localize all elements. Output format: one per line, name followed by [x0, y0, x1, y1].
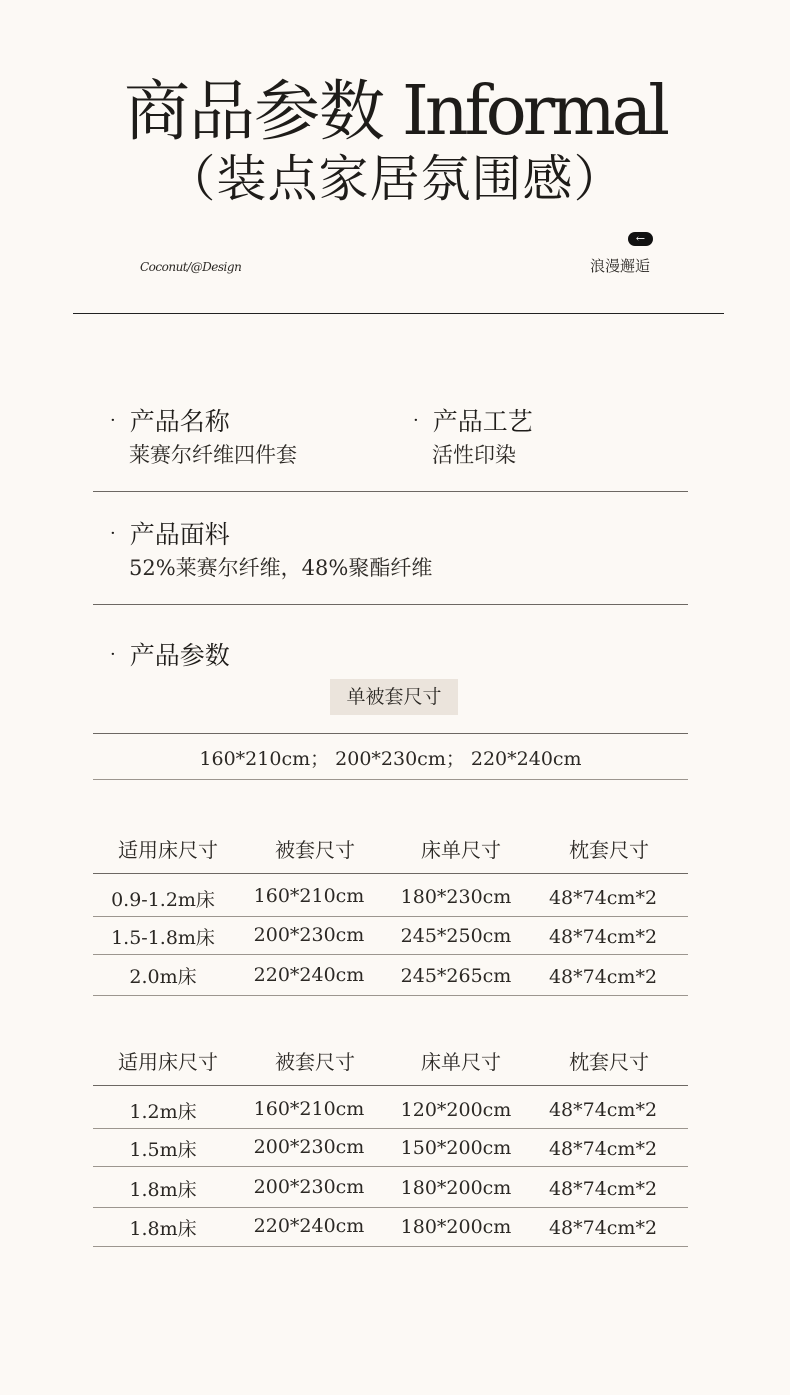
- brand-signature: Coconut/@Design: [140, 260, 242, 274]
- table-cell: 48*74cm*2: [548, 1138, 658, 1160]
- table-header-cell: 适用床尺寸: [118, 838, 218, 862]
- divider: [93, 491, 688, 492]
- table-cell: 200*230cm: [253, 924, 365, 946]
- table-cell: 48*74cm*2: [548, 1099, 658, 1121]
- table-cell: 160*210cm: [253, 1098, 365, 1120]
- divider: [93, 779, 688, 780]
- table-header-cell: 枕套尺寸: [569, 838, 649, 862]
- page-subtitle: （装点家居氛围感）: [165, 150, 625, 208]
- product-fabric-value: 52%莱赛尔纤维，48%聚酯纤维: [129, 556, 433, 580]
- table-cell: 2.0m床: [129, 966, 197, 988]
- title-en: Informal: [401, 72, 667, 151]
- table-cell: 200*230cm: [253, 1176, 365, 1198]
- table-header-cell: 床单尺寸: [421, 1050, 501, 1074]
- divider: [93, 1128, 688, 1129]
- table-cell: 160*210cm: [253, 885, 365, 907]
- divider: [93, 1085, 688, 1086]
- divider: [93, 954, 688, 955]
- divider: [93, 916, 688, 917]
- product-name-label: · 产品名称: [110, 407, 230, 436]
- product-fabric-label: · 产品面料: [110, 520, 230, 549]
- romance-caption: 浪漫邂逅: [590, 257, 651, 275]
- table-header-cell: 枕套尺寸: [569, 1050, 649, 1074]
- table-cell: 245*250cm: [400, 925, 512, 947]
- divider: [93, 1207, 688, 1208]
- table-header-cell: 被套尺寸: [275, 1050, 355, 1074]
- divider: [93, 1246, 688, 1247]
- table-cell: 120*200cm: [400, 1099, 512, 1121]
- single-quilt-size-tag: 单被套尺寸: [330, 679, 458, 715]
- table-cell: 48*74cm*2: [548, 887, 658, 909]
- table-cell: 245*265cm: [400, 965, 512, 987]
- table-cell: 48*74cm*2: [548, 926, 658, 948]
- table-cell: 48*74cm*2: [548, 966, 658, 988]
- divider: [93, 604, 688, 605]
- table-cell: 1.5m床: [129, 1139, 197, 1161]
- divider: [93, 1166, 688, 1167]
- table-cell: 48*74cm*2: [548, 1178, 658, 1200]
- product-craft-label: · 产品工艺: [413, 407, 533, 436]
- divider: [93, 995, 688, 996]
- table-cell: 1.8m床: [129, 1179, 197, 1201]
- table-cell: 1.8m床: [129, 1218, 197, 1240]
- product-params-label: · 产品参数: [110, 641, 230, 670]
- table-cell: 220*240cm: [253, 1215, 365, 1237]
- table-cell: 220*240cm: [253, 964, 365, 986]
- table-header-cell: 被套尺寸: [275, 838, 355, 862]
- divider: [93, 873, 688, 874]
- table-cell: 48*74cm*2: [548, 1217, 658, 1239]
- single-quilt-sizes: 160*210cm； 200*230cm； 220*240cm: [199, 748, 582, 770]
- table-header-cell: 适用床尺寸: [118, 1050, 218, 1074]
- table-cell: 180*200cm: [400, 1177, 512, 1199]
- table-cell: 1.5-1.8m床: [111, 927, 215, 949]
- header-divider: [73, 313, 724, 314]
- arrow-left-icon: ←: [628, 232, 653, 246]
- table-cell: 180*230cm: [400, 886, 512, 908]
- divider: [93, 733, 688, 734]
- title-cn: 商品参数: [123, 73, 384, 150]
- page-title: [0, 72, 790, 151]
- product-name-value: 莱赛尔纤维四件套: [129, 443, 297, 467]
- table-cell: 0.9-1.2m床: [111, 889, 215, 911]
- table-cell: 180*200cm: [400, 1216, 512, 1238]
- table-cell: 1.2m床: [129, 1101, 197, 1123]
- table-cell: 200*230cm: [253, 1136, 365, 1158]
- table-header-cell: 床单尺寸: [421, 838, 501, 862]
- product-craft-value: 活性印染: [432, 443, 516, 467]
- table-cell: 150*200cm: [400, 1137, 512, 1159]
